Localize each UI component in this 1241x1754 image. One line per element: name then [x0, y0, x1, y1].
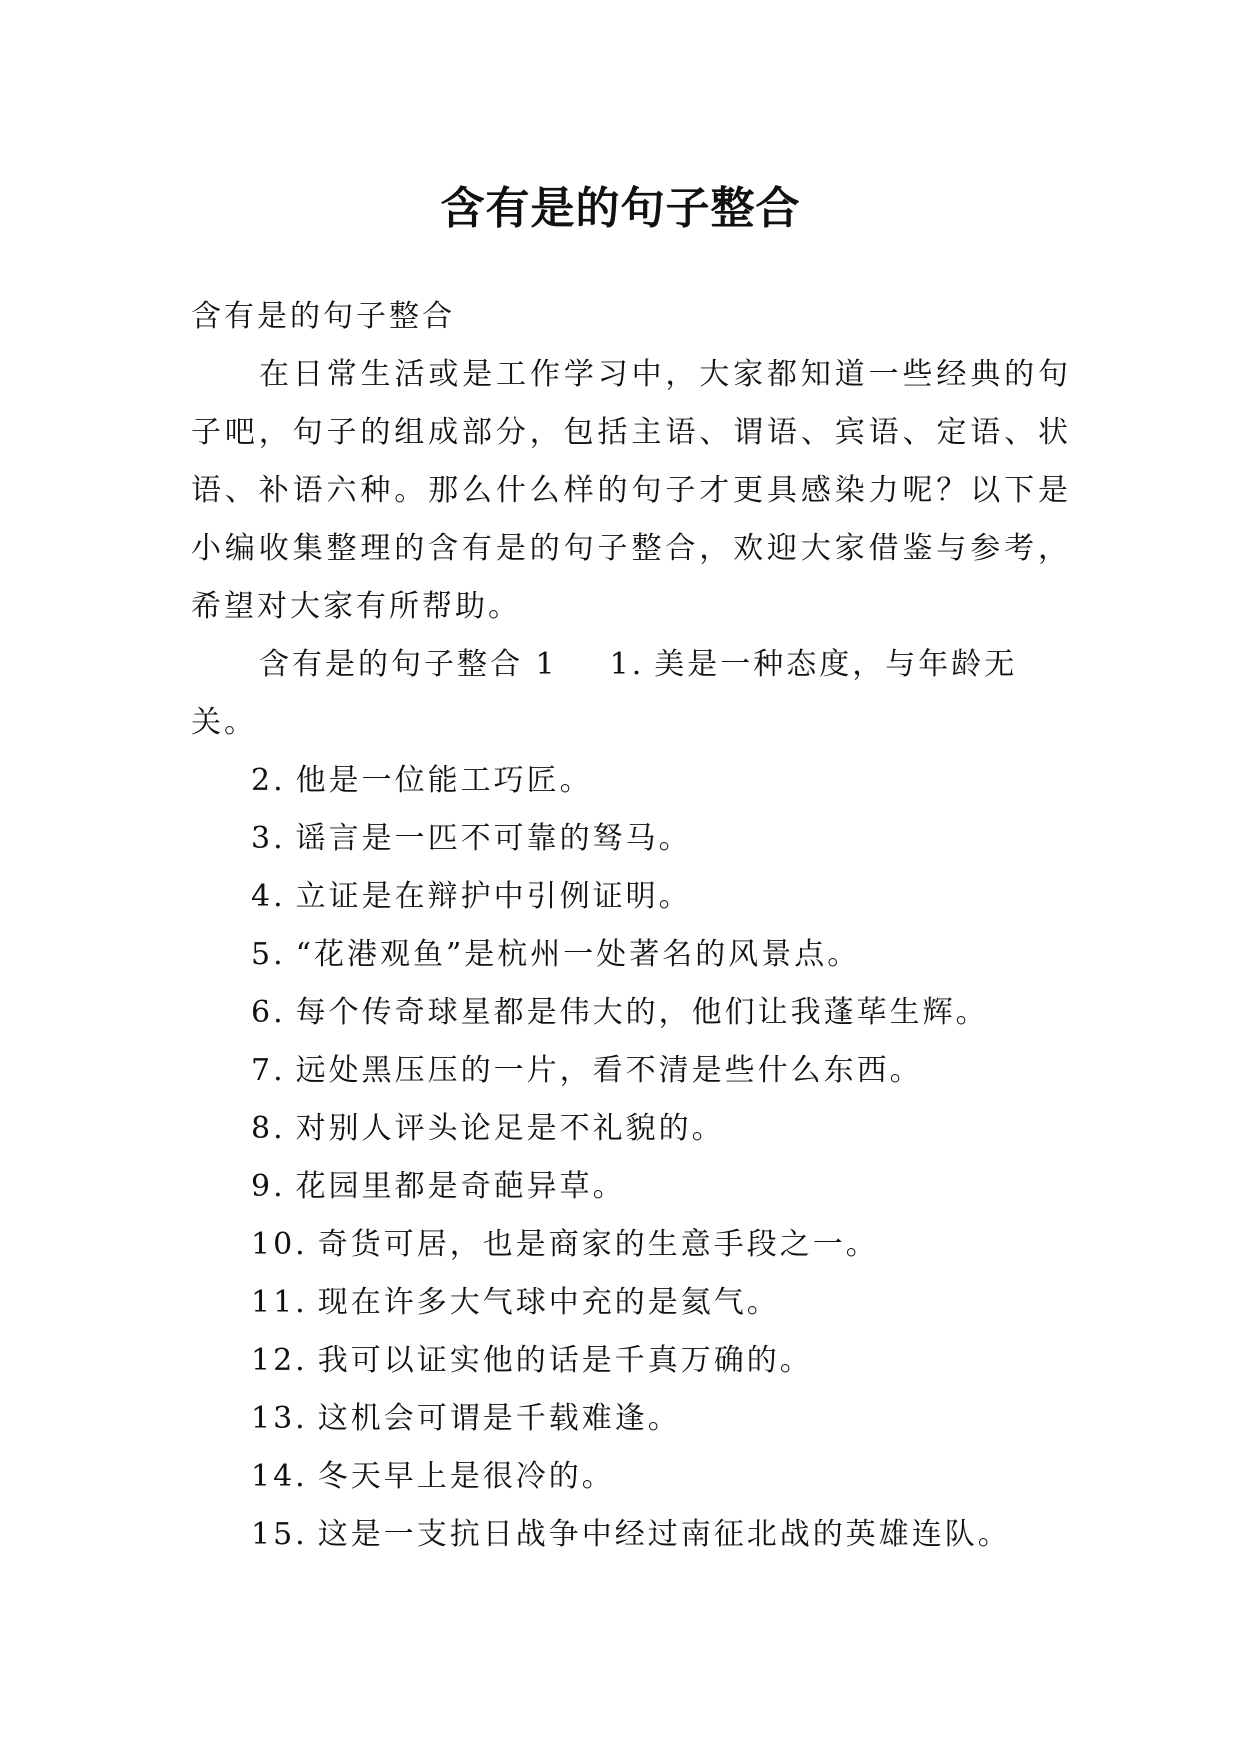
- list-item-text: 现在许多大气球中充的是氦气。: [317, 1285, 780, 1320]
- list-item-text: 这机会可谓是千载难逢。: [317, 1401, 681, 1436]
- section-heading: 含有是的句子整合 1: [259, 647, 558, 682]
- list-item-text: 对别人评头论足是不礼貌的。: [295, 1111, 725, 1146]
- list-item-number: 13.: [251, 1401, 308, 1436]
- list-item-text: 谣言是一匹不可靠的驽马。: [295, 821, 692, 856]
- list-item-number: 2.: [251, 763, 286, 798]
- list-item-number: 12.: [251, 1343, 308, 1378]
- list-item: [191, 1506, 1071, 1564]
- list-item-number: 5.: [251, 937, 286, 972]
- list-item-text: 奇货可居，也是商家的生意手段之一。: [317, 1227, 879, 1262]
- list-item-text: 美是一种态度，与年龄无关。: [191, 647, 1018, 740]
- list-item: [191, 984, 1071, 1042]
- section-first-line: [191, 636, 1071, 752]
- list-item-text: 每个传奇球星都是伟大的，他们让我蓬荜生辉。: [295, 995, 989, 1030]
- list-item-number: 15.: [251, 1517, 308, 1552]
- list-item-number: 6.: [251, 995, 286, 1030]
- list-item-text: 远处黑压压的一片，看不清是些什么东西。: [295, 1053, 923, 1088]
- list-item-text: “花港观鱼”是杭州一处著名的风景点。: [295, 937, 861, 972]
- list-item-number: 11.: [251, 1285, 308, 1320]
- list-item: [191, 1332, 1071, 1390]
- list-item-number: 1.: [609, 647, 645, 682]
- list-item: [191, 1216, 1071, 1274]
- list-item-text: 立证是在辩护中引例证明。: [295, 879, 692, 914]
- list-item: [191, 1042, 1071, 1100]
- list-item-number: 9.: [251, 1169, 286, 1204]
- list-item-number: 4.: [251, 879, 286, 914]
- list-item-text: 他是一位能工巧匠。: [295, 763, 593, 798]
- list-item: [191, 810, 1071, 868]
- list-item: [191, 1274, 1071, 1332]
- sentence-list: [191, 752, 1071, 1564]
- list-item-text: 我可以证实他的话是千真万确的。: [317, 1343, 813, 1378]
- document-body: [191, 288, 1071, 1564]
- document-subtitle: 含有是的句子整合: [191, 299, 455, 334]
- list-item-text: 这是一支抗日战争中经过南征北战的英雄连队。: [317, 1517, 1011, 1552]
- list-item: [191, 1158, 1071, 1216]
- list-item-text: 冬天早上是很冷的。: [317, 1459, 615, 1494]
- list-item: [191, 1390, 1071, 1448]
- list-item-number: 10.: [251, 1227, 308, 1262]
- list-item-number: 14.: [251, 1459, 308, 1494]
- intro-paragraph: 在日常生活或是工作学习中，大家都知道一些经典的句子吧，句子的组成部分，包括主语、谓语、宾语、定语、状语、补语六种。那么什么样的句子才更具感染力呢？以下是小编收集整理的含有是的句子整合，欢迎大家借鉴与参考，希望对大家有所帮助。: [191, 357, 1071, 624]
- list-item-number: 8.: [251, 1111, 286, 1146]
- list-item-text: 花园里都是奇葩异草。: [295, 1169, 626, 1204]
- list-item: [191, 926, 1071, 984]
- list-item: [191, 1448, 1071, 1506]
- list-item: [191, 1100, 1071, 1158]
- list-item-number: 3.: [251, 821, 286, 856]
- list-item-number: 7.: [251, 1053, 286, 1088]
- page-title: 含有是的句子整合: [440, 183, 801, 235]
- list-item: [191, 752, 1071, 810]
- list-item: [191, 868, 1071, 926]
